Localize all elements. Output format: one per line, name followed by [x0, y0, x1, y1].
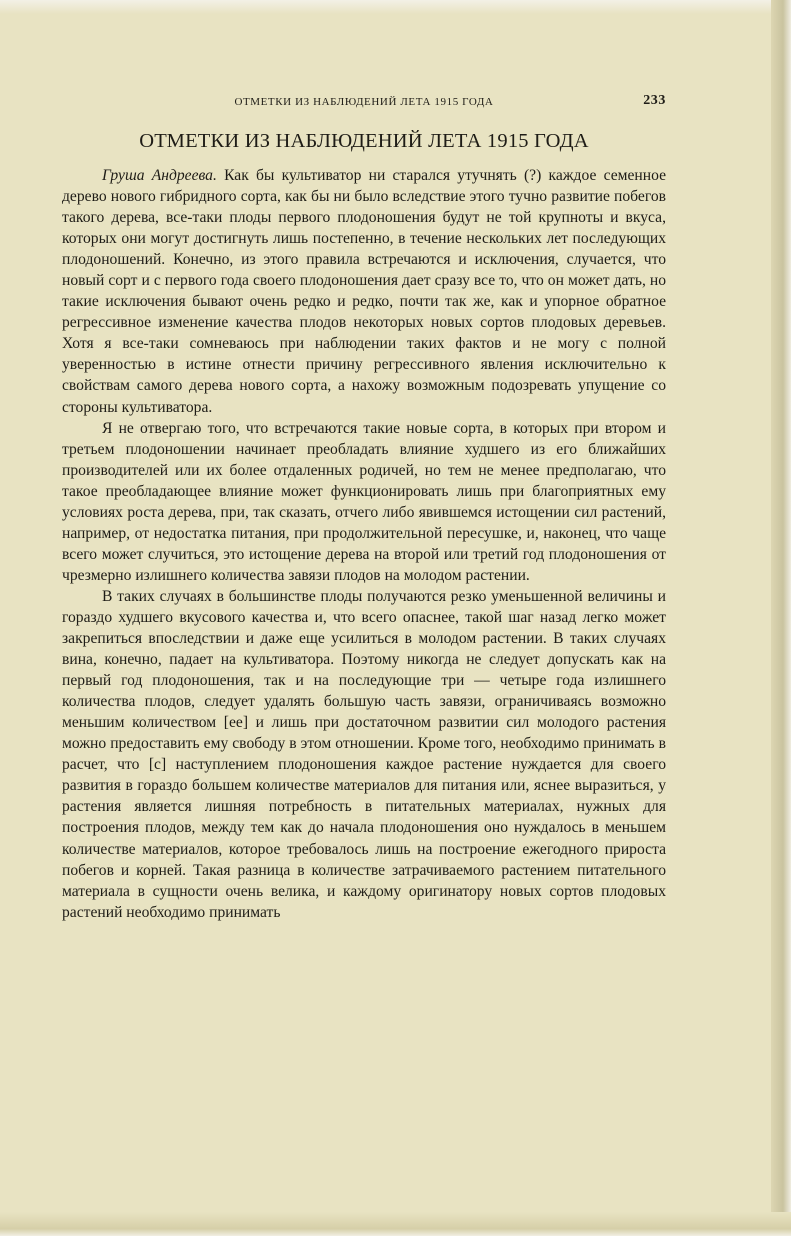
- scan-bottom-edge: [0, 1212, 791, 1236]
- paragraph-text: Как бы культиватор ни старался утучнять (?) каждое семенное дерево нового гибридного сорта, как бы ни было вследствие этого тучно развитие побегов такого дерева, все-таки плоды первого плодоношения будут не той крупноты и вкуса, которых они могут достигнуть лишь постепенно, в течение нескольких лет последующих плодоношений. Конечно, из этого правила встречаются и исключения, случается, что новый сорт и с первого года своего плодоношения дает сразу все то, что он может дать, но такие исключения бывают очень редко и редко, почти так же, как и упорное обратное регрессивное изменение качества плодов некоторых новых сортов плодовых деревьев. Хотя я все-таки сомневаюсь при наблюдении таких фактов и не могу с полной уверенностью в истине отнести причину регрессивного явления исключительно к свойствам самого дерева нового сорта, а нахожу возможным подозревать упущение со стороны культиватора.: [62, 167, 667, 416]
- article-title: ОТМЕТКИ ИЗ НАБЛЮДЕНИЙ ЛЕТА 1915 ГОДА: [139, 130, 589, 152]
- paragraph: [62, 418, 666, 586]
- paragraph: [62, 586, 666, 923]
- running-head-title: ОТМЕТКИ ИЗ НАБЛЮДЕНИЙ ЛЕТА 1915 ГОДА: [234, 96, 494, 108]
- paragraph: [62, 165, 666, 418]
- paragraph-text: Я не отвергаю того, что встречаются такие новые сорта, в которых при втором и третьем плодоношении начинает преобладать влияние худшего из его ближайших производителей или их более отдаленных родичей, но тем не менее предполагаю, что такое преобладающее влияние может функционировать лишь при благоприятных ему условиях роста дерева, при, так сказать, отчего либо явившемся истощении сил растений, например, от недостатка питания, при продолжительной пересушке, и, наконец, что чаще всего может случиться, это истощение дерева на второй или третий год плодоношения от чрезмерно излишнего количества завязи плодов на молодом растении.: [62, 419, 666, 584]
- paragraph-text: В таких случаях в большинстве плоды получаются резко уменьшенной величины и гораздо худшего вкусового качества и, что всего опаснее, такой шаг назад легко может закрепиться впоследствии и даже еще усилиться в молодом растении. В таких случаях вина, конечно, падает на культиватора. Поэтому никогда не следует допускать как на первый год плодоношения, так и на последующие три — четыре года излишнего количества плодов, следует удалять большую часть завязи, ограничиваясь возможно меньшим количеством [ее] и лишь при достаточном развитии сил молодого растения можно предоставить ему свободу в этом отношении. Кроме того, необходимо принимать в расчет, что [с] наступлением плодоношения каждое растение нуждается для своего развития в гораздо большем количестве материалов для питания или, яснее выразиться, у растения является лишняя потребность в питательных материалах, нужных для построения плодов, между тем как до начала плодоношения оно нуждалось в меньшем количестве материалов, которое требовалось лишь на построение ежегодного прироста побегов и корней. Такая разница в количестве затрачиваемого растением питательного материала в сущности очень велика, и каждому оригинатору новых сортов плодовых растений необходимо принимать: [62, 587, 666, 921]
- scan-right-edge: [771, 0, 791, 1236]
- page-number: 233: [643, 93, 666, 108]
- paragraph-lead: Груша Андреева.: [102, 167, 217, 184]
- scan-top-edge: [0, 0, 791, 14]
- article-body: [62, 165, 666, 923]
- book-page: [62, 92, 666, 923]
- running-head: [62, 92, 666, 114]
